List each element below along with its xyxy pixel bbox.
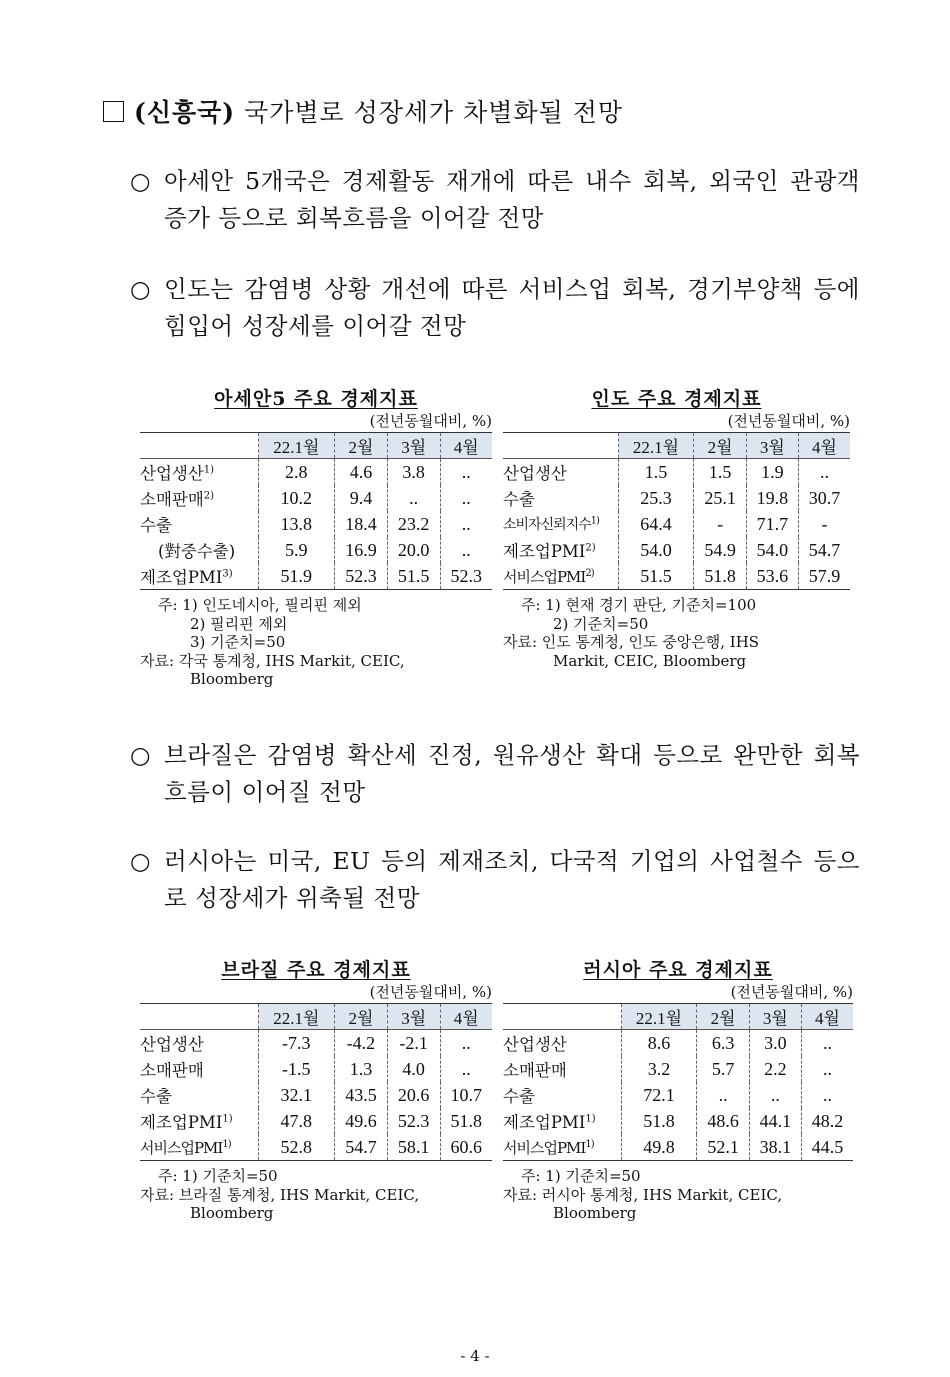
table-cell: 1.9 — [746, 459, 798, 486]
note-line: 주: 1) 인도네시아, 필리핀 제외 — [158, 596, 362, 614]
table-cell: 4.6 — [335, 459, 388, 486]
note-line: 자료: 각국 통계청, IHS Markit, CEIC, — [140, 651, 405, 670]
table-row — [503, 485, 850, 511]
note-line: 2) 필리핀 제외 — [190, 614, 288, 633]
table-row — [503, 537, 850, 563]
col-header: 22.1월 — [258, 433, 335, 459]
footnote-mark: 1) — [585, 1138, 594, 1150]
note-line: 주: 1) 기준치=50 — [158, 1167, 278, 1185]
col-header: 4월 — [440, 433, 492, 459]
table-cell: .. — [440, 537, 492, 563]
table-cell: .. — [440, 459, 492, 486]
table-cell: 4.0 — [387, 1056, 440, 1082]
row-label: 소매판매 — [140, 1061, 204, 1080]
table-cell: .. — [801, 1030, 853, 1057]
table-cell: 23.2 — [387, 511, 440, 537]
bullet-text: 인도는 감염병 상황 개선에 따른 서비스업 회복, 경기부양책 등에 힘입어 성장세를 이어갈 전망 — [164, 275, 860, 340]
table-cell: 47.8 — [258, 1108, 335, 1134]
table-cell: 3.2 — [621, 1056, 697, 1082]
table-cell: -1.5 — [258, 1056, 335, 1082]
note-line: 주: 1) 기준치=50 — [521, 1167, 641, 1185]
circle-bullet-icon: ○ — [130, 275, 152, 303]
table-cell: 51.8 — [440, 1108, 492, 1134]
table-cell: 6.3 — [697, 1030, 749, 1057]
table-cell: 19.8 — [746, 485, 798, 511]
table-cell: .. — [697, 1082, 749, 1108]
table-row — [140, 563, 492, 590]
table-cell: 10.7 — [440, 1082, 492, 1108]
table-cell: 20.6 — [387, 1082, 440, 1108]
table-cell: 9.4 — [335, 485, 388, 511]
heading-bold: (신흥국) — [134, 98, 236, 127]
table-title: 브라질 주요 경제지표 — [221, 959, 411, 981]
table-cell: 1.3 — [335, 1056, 388, 1082]
page-number: - 4 - — [460, 1347, 490, 1365]
bullet-india — [130, 271, 860, 345]
note-line: 3) 기준치=50 — [190, 633, 286, 651]
row-label: 제조업PMI — [503, 542, 586, 561]
row-label: 서비스업PMI — [503, 1138, 586, 1157]
table-row — [503, 459, 850, 486]
table-cell: -2.1 — [387, 1030, 440, 1057]
note-line: 2) 기준치=50 — [553, 614, 649, 633]
table-row — [140, 459, 492, 486]
footnote-mark: 2) — [203, 490, 215, 502]
note-line: Markit, CEIC, Bloomberg — [553, 651, 747, 670]
table-cell: 54.7 — [335, 1134, 388, 1161]
table-cell: 57.9 — [798, 563, 850, 590]
table-unit: (전년동월대비, %) — [730, 983, 853, 1001]
table-cell: 64.4 — [618, 511, 694, 537]
row-label: 수출 — [503, 490, 535, 509]
table-cell: .. — [440, 1056, 492, 1082]
col-header: 2월 — [697, 1004, 749, 1030]
col-header: 3월 — [749, 1004, 801, 1030]
table-cell: 2.2 — [749, 1056, 801, 1082]
note-line: Bloomberg — [190, 670, 274, 688]
table-cell: 44.1 — [749, 1108, 801, 1134]
table-cell: 51.8 — [621, 1108, 697, 1134]
table-cell: .. — [801, 1082, 853, 1108]
india-table-block — [503, 384, 850, 670]
table-cell: .. — [440, 485, 492, 511]
row-label: 산업생산 — [503, 1035, 567, 1054]
table-notes — [140, 1167, 492, 1223]
table-cell: .. — [440, 511, 492, 537]
table-cell: 51.5 — [618, 563, 694, 590]
table-title: 인도 주요 경제지표 — [591, 388, 762, 410]
table-row — [503, 511, 850, 537]
row-label: (對중수출) — [158, 542, 236, 561]
bullet-text: 아세안 5개국은 경제활동 재개에 따른 내수 회복, 외국인 관광객 증가 등으로 회복흐름을 이어갈 전망 — [164, 167, 860, 232]
table-row — [140, 485, 492, 511]
table-notes — [503, 596, 850, 670]
table-cell: 51.8 — [694, 563, 746, 590]
circle-bullet-icon: ○ — [130, 847, 152, 875]
table-row — [140, 511, 492, 537]
table-row — [503, 563, 850, 590]
footnote-mark: 1) — [585, 1113, 596, 1125]
table-cell: 52.3 — [387, 1108, 440, 1134]
section-heading — [103, 93, 623, 129]
circle-bullet-icon: ○ — [130, 741, 152, 769]
row-label: 소매판매 — [140, 490, 204, 509]
row-label: 산업생산 — [140, 464, 204, 483]
india-table — [503, 432, 850, 590]
row-label: 수출 — [503, 1087, 535, 1106]
table-title: 러시아 주요 경제지표 — [583, 959, 773, 981]
col-header: 4월 — [798, 433, 850, 459]
note-line: 자료: 브라질 통계청, IHS Markit, CEIC, — [140, 1185, 420, 1204]
table-cell: 58.1 — [387, 1134, 440, 1161]
col-header: 3월 — [746, 433, 798, 459]
table-row — [503, 1030, 853, 1057]
row-label: 소매판매 — [503, 1061, 567, 1080]
col-header: 4월 — [440, 1004, 492, 1030]
footnote-mark: 1) — [203, 464, 215, 476]
note-line: Bloomberg — [190, 1204, 274, 1222]
table-cell: 8.6 — [621, 1030, 697, 1057]
row-label: 서비스업PMI — [140, 1138, 223, 1157]
table-cell: 52.1 — [697, 1134, 749, 1161]
table-cell: .. — [387, 485, 440, 511]
table-cell: 53.6 — [746, 563, 798, 590]
col-header: 22.1월 — [618, 433, 694, 459]
table-cell: .. — [749, 1082, 801, 1108]
col-header: 3월 — [387, 433, 440, 459]
table-row — [503, 1108, 853, 1134]
table-row — [140, 537, 492, 563]
table-cell: 52.3 — [440, 563, 492, 590]
table-cell: 48.2 — [801, 1108, 853, 1134]
table-cell: 52.3 — [335, 563, 388, 590]
footnote-mark: 2) — [585, 542, 596, 554]
bullet-brazil — [130, 737, 860, 811]
col-header: 2월 — [694, 433, 746, 459]
table-notes — [503, 1167, 853, 1223]
footnote-mark: 1) — [590, 515, 599, 527]
row-label: 제조업PMI — [140, 1113, 223, 1132]
table-row — [140, 1108, 492, 1134]
table-cell: 1.5 — [694, 459, 746, 486]
table-unit: (전년동월대비, %) — [369, 412, 492, 430]
note-line: Bloomberg — [553, 1204, 637, 1222]
table-unit: (전년동월대비, %) — [727, 412, 850, 430]
note-line: 자료: 러시아 통계청, IHS Markit, CEIC, — [503, 1185, 783, 1204]
table-cell: 49.8 — [621, 1134, 697, 1161]
row-label: 수출 — [140, 1087, 172, 1106]
table-cell: 38.1 — [749, 1134, 801, 1161]
table-cell: 43.5 — [335, 1082, 388, 1108]
table-cell: 10.2 — [258, 485, 335, 511]
asean-table-block — [140, 384, 492, 689]
row-label: 제조업PMI — [503, 1113, 586, 1132]
footnote-mark: 1) — [222, 1138, 231, 1150]
table-row — [140, 1082, 492, 1108]
bullet-russia — [130, 843, 860, 917]
row-label: 소비자신뢰지수 — [503, 517, 591, 533]
col-header: 22.1월 — [258, 1004, 335, 1030]
table-cell: 48.6 — [697, 1108, 749, 1134]
table-notes — [140, 596, 492, 689]
table-cell: 52.8 — [258, 1134, 335, 1161]
table-cell: .. — [798, 459, 850, 486]
col-header: 4월 — [801, 1004, 853, 1030]
table-unit: (전년동월대비, %) — [369, 983, 492, 1001]
table-row — [140, 1056, 492, 1082]
table-cell: 16.9 — [335, 537, 388, 563]
table-cell: 49.6 — [335, 1108, 388, 1134]
table-cell: 5.9 — [258, 537, 335, 563]
col-header: 2월 — [335, 1004, 388, 1030]
table-cell: - — [798, 511, 850, 537]
row-label: 서비스업PMI — [503, 567, 586, 586]
heading-text: 국가별로 성장세가 차별화될 전망 — [244, 98, 624, 127]
table-cell: 5.7 — [697, 1056, 749, 1082]
table-row — [503, 1134, 853, 1161]
footnote-mark: 2) — [585, 567, 594, 579]
col-header: 3월 — [387, 1004, 440, 1030]
table-cell: 60.6 — [440, 1134, 492, 1161]
table-cell: 3.8 — [387, 459, 440, 486]
row-label: 산업생산 — [503, 464, 567, 483]
bullet-text: 러시아는 미국, EU 등의 제재조치, 다국적 기업의 사업철수 등으로 성장세가 위축될 전망 — [164, 847, 860, 912]
table-cell: .. — [440, 1030, 492, 1057]
col-header: 22.1월 — [621, 1004, 697, 1030]
asean-table — [140, 432, 492, 590]
table-cell: 20.0 — [387, 537, 440, 563]
table-row — [503, 1082, 853, 1108]
brazil-table — [140, 1003, 492, 1161]
table-cell: 72.1 — [621, 1082, 697, 1108]
note-line: 주: 1) 현재 경기 판단, 기준치=100 — [521, 596, 757, 614]
table-cell: 1.5 — [618, 459, 694, 486]
circle-bullet-icon: ○ — [130, 167, 152, 195]
bullet-asean — [130, 163, 860, 237]
table-cell: 54.9 — [694, 537, 746, 563]
table-cell: 30.7 — [798, 485, 850, 511]
table-cell: 51.5 — [387, 563, 440, 590]
table-cell: 44.5 — [801, 1134, 853, 1161]
table-cell: -7.3 — [258, 1030, 335, 1057]
table-cell: 2.8 — [258, 459, 335, 486]
row-label: 수출 — [140, 516, 172, 535]
table-cell: 54.7 — [798, 537, 850, 563]
table-cell: 54.0 — [618, 537, 694, 563]
table-cell: 25.3 — [618, 485, 694, 511]
table-cell: 3.0 — [749, 1030, 801, 1057]
footnote-mark: 3) — [222, 568, 233, 580]
table-row — [140, 1030, 492, 1057]
table-cell: 13.8 — [258, 511, 335, 537]
col-header: 2월 — [335, 433, 388, 459]
bullet-text: 브라질은 감염병 확산세 진정, 원유생산 확대 등으로 완만한 회복흐름이 이어질 전망 — [164, 741, 860, 806]
row-label: 제조업PMI — [140, 568, 223, 587]
checkbox-square-icon — [103, 101, 124, 122]
table-cell: .. — [801, 1056, 853, 1082]
table-cell: 32.1 — [258, 1082, 335, 1108]
table-cell: 25.1 — [694, 485, 746, 511]
russia-table — [503, 1003, 853, 1161]
table-row — [140, 1134, 492, 1161]
brazil-table-block — [140, 955, 492, 1223]
table-title: 아세안5 주요 경제지표 — [214, 388, 418, 410]
russia-table-block — [503, 955, 853, 1223]
note-line: 자료: 인도 통계청, 인도 중앙은행, IHS — [503, 633, 760, 651]
table-row — [503, 1056, 853, 1082]
row-label: 산업생산 — [140, 1035, 204, 1054]
table-cell: 71.7 — [746, 511, 798, 537]
table-cell: 54.0 — [746, 537, 798, 563]
table-cell: 51.9 — [258, 563, 335, 590]
footnote-mark: 1) — [222, 1113, 233, 1125]
table-cell: -4.2 — [335, 1030, 388, 1057]
table-cell: - — [694, 511, 746, 537]
table-cell: 18.4 — [335, 511, 388, 537]
